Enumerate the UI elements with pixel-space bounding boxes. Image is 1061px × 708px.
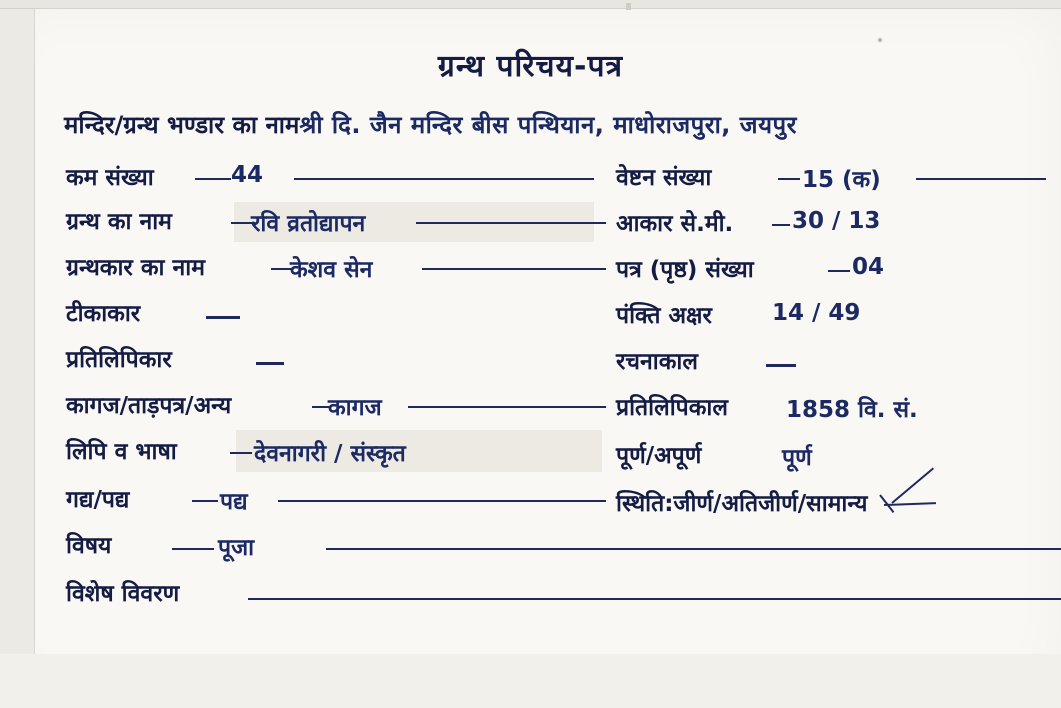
field-row-lipi-bhasha (66, 434, 606, 474)
field-row-vishesh-vivaran (66, 576, 606, 616)
field-label: आकार से.मी. (616, 211, 734, 237)
field-label: विषय (66, 533, 112, 559)
field-value: 04 (852, 254, 885, 280)
field-value: देवनागरी / संस्कृत (254, 441, 406, 467)
temple-name-value: श्री दि. जैन मन्दिर बीस पन्थियान, माधोराजपुरा, जयपुर (299, 111, 797, 139)
field-value: केशव सेन (290, 257, 373, 283)
field-value: पूजा (218, 535, 255, 561)
field-label: गद्य/पद्य (66, 487, 130, 513)
field-label: विशेष विवरण (66, 581, 180, 607)
field-label: पत्र (पृष्ठ) संख्या (616, 257, 754, 283)
field-rule (778, 178, 800, 180)
field-rule (192, 500, 218, 502)
field-rule (278, 500, 606, 502)
field-rule (195, 178, 231, 180)
field-label: रचनाकाल (616, 349, 698, 375)
field-rule (248, 598, 1061, 600)
field-row-rachanakal (616, 344, 1056, 384)
temple-name-row (64, 108, 1054, 141)
field-rule (772, 224, 790, 226)
field-value: रवि व्रतोद्यापन (251, 211, 366, 237)
field-value-dash (766, 364, 796, 367)
field-row-tikakar (66, 296, 606, 336)
field-value: 44 (231, 162, 264, 188)
field-rule (416, 222, 606, 224)
field-label: ग्रन्थ का नाम (66, 209, 172, 235)
field-value-dash (256, 362, 284, 365)
field-label: स्थिति:जीर्ण/अतिजीर्ण/सामान्य (616, 491, 868, 517)
field-value: पूर्ण (782, 445, 812, 471)
temple-name-label: मन्दिर/ग्रन्थ भण्डार का नाम (64, 111, 300, 139)
field-row-kagaj (66, 388, 606, 428)
field-row-purna-apurna (616, 438, 1056, 478)
field-row-vishay (66, 528, 606, 568)
field-row-pankti-akshar (616, 298, 1056, 338)
field-rule (326, 548, 1061, 550)
field-row-grantha-naam (66, 204, 606, 244)
field-value: कागज (328, 395, 382, 421)
field-rule (294, 178, 594, 180)
field-row-sthiti (616, 486, 1056, 526)
field-value: 30 / 13 (792, 208, 881, 234)
scan-edge-bottom (0, 654, 1061, 708)
field-rule (312, 406, 330, 408)
paper-speck (878, 38, 882, 42)
field-label: प्रतिलिपिकार (66, 347, 172, 373)
field-rule (916, 178, 1046, 180)
field-rule (230, 452, 252, 454)
field-rule (231, 222, 255, 224)
field-row-pratilipikar (66, 342, 606, 382)
field-label: प्रतिलिपिकाल (616, 395, 728, 421)
field-label: लिपि व भाषा (66, 439, 177, 465)
field-row-gadya-padya (66, 482, 606, 522)
field-rule (172, 548, 214, 550)
field-row-granthakar-naam (66, 250, 606, 290)
check-mark-annotation (880, 470, 944, 516)
field-rule (422, 268, 606, 270)
field-label: पंक्ति अक्षर (616, 303, 712, 329)
scan-edge-top (0, 0, 1061, 9)
scan-edge-left (0, 0, 35, 708)
field-row-aakar (616, 206, 1056, 246)
field-value-dash (206, 316, 240, 319)
field-value: 14 / 49 (772, 300, 861, 326)
field-label: कम संख्या (66, 165, 154, 191)
field-label: ग्रन्थकार का नाम (66, 255, 205, 281)
field-rule (408, 406, 606, 408)
field-label: टीकाकार (66, 301, 141, 327)
field-value: पद्य (220, 489, 248, 515)
paper-speck (626, 3, 631, 10)
field-rule (271, 268, 293, 270)
field-label: वेष्टन संख्या (616, 165, 712, 191)
field-label: कागज/ताड़पत्र/अन्य (66, 393, 232, 419)
field-value: 15 (क) (802, 167, 881, 193)
field-value: 1858 वि. सं. (786, 397, 918, 423)
field-label: पूर्ण/अपूर्ण (616, 443, 702, 469)
field-row-patra-sankhya (616, 252, 1056, 292)
page-title: ग्रन्थ परिचय-पत्र (437, 49, 624, 84)
field-row-pratilipikal (616, 390, 1056, 430)
field-row-krama-sankhya (66, 160, 606, 200)
field-row-veshtan-sankhya (616, 160, 1056, 200)
field-rule (828, 270, 850, 272)
